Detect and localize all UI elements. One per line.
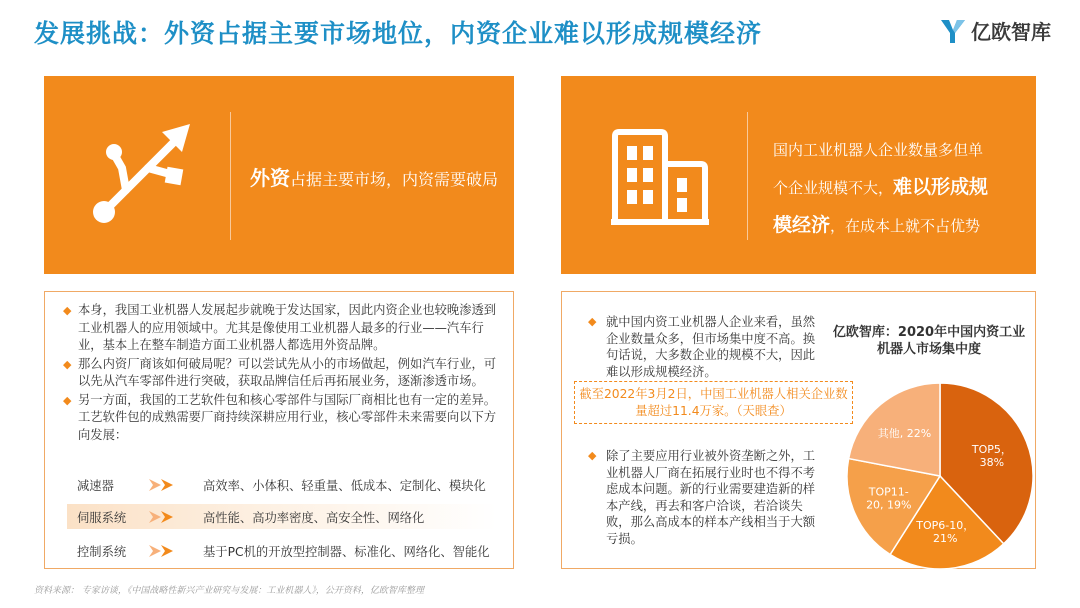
- page-title: 发展挑战：外资占据主要市场地位，内资企业难以形成规模经济: [34, 19, 763, 48]
- card-foreign-dominance: [44, 76, 514, 274]
- double-chevron-icon: [143, 479, 203, 491]
- card-right-line2a: 个企业规模不大，: [773, 179, 894, 197]
- card-right-line3a: 模经济: [773, 214, 831, 236]
- usb-icon: [86, 118, 196, 228]
- right-panel: [561, 291, 1036, 569]
- feature-row-reducer: [67, 472, 497, 497]
- source-note: 资料来源： 专家访谈，《中国战略性新兴产业研究与发展：工业机器人》，公开资料，亿欧智库整理: [34, 586, 424, 596]
- card-divider: [747, 112, 748, 240]
- pie-label-other: 其他, 22%: [877, 427, 932, 441]
- feature-desc: 基于PC机的开放型控制器、标准化、网络化、智能化: [203, 544, 490, 559]
- double-chevron-icon: [143, 545, 203, 557]
- card-right-line2b: 难以形成规: [893, 176, 989, 198]
- card-left-text: [250, 162, 498, 191]
- feature-label: 控制系统: [77, 544, 127, 559]
- feature-row-servo: [67, 504, 497, 529]
- right-bullet-1: ◆ 就中国内资工业机器人企业来看，虽然企业数量众多，但市场集中度不高。换句话说，大多数企业的规模不大，因此难以形成规模经济。: [588, 314, 818, 380]
- pie-label-top6-10: TOP6-10， 21%: [916, 519, 975, 546]
- pie-label-top5: TOP5， 38%: [971, 442, 1012, 469]
- list-item: ◆ 另一方面，我国的工艺软件包和核心零部件与国际厂商相比也有一定的差异。工艺软件包的成熟需要厂商持续深耕应用行业，核心零部件未来需要向以下方向发展：: [63, 392, 503, 445]
- buildings-icon: [611, 128, 711, 228]
- card-right-line1: 国内工业机器人企业数量多但单: [773, 141, 984, 159]
- double-chevron-icon: [143, 511, 203, 523]
- feature-row-control: [67, 538, 497, 563]
- chart-title: 亿欧智库：2020年中国内资工业机器人市场集中度: [832, 325, 1026, 357]
- right-bullet-2: ◆ 除了主要应用行业被外资垄断之外，工业机器人厂商在拓展行业时也不得不考虑成本问题。新的行业需要建造新的样本产线，再去和客户洽谈，若洽谈失败，那么高成本的样本产线相当于大额亏损。: [588, 448, 818, 547]
- feature-label: 减速器: [77, 478, 114, 493]
- card-scale-economy: [561, 76, 1036, 274]
- left-bullets: [63, 302, 503, 445]
- feature-label: 伺服系统: [77, 510, 127, 525]
- logo: [938, 16, 1051, 45]
- pie-label-top11-20: TOP11-20, 19%: [866, 485, 912, 512]
- yiou-logo-icon: [938, 17, 968, 45]
- card-right-line3b: ，在成本上就不占优势: [830, 217, 981, 235]
- list-item: ◆ 那么内资厂商该如何破局呢？可以尝试先从小的市场做起，例如汽车行业，可以先从汽车零部件进行突破，获取品牌信任后再拓展业务，逐渐渗透市场。: [63, 356, 503, 391]
- left-panel: [44, 291, 514, 569]
- callout-box: 截至2022年3月2日，中国工业机器人相关企业数量超过11.4万家。（天眼查）: [574, 381, 853, 424]
- feature-desc: 高性能、高功率密度、高安全性、网络化: [203, 510, 425, 525]
- card-right-text: [773, 132, 1023, 245]
- pie-chart: [562, 292, 1037, 570]
- list-item: ◆ 本身，我国工业机器人发展起步就晚于发达国家，因此内资企业也较晚渗透到工业机器人的应用领域中。尤其是像使用工业机器人最多的行业——汽车行业，基本上在整车制造方面工业机器人都选用外资品牌。: [63, 302, 503, 355]
- logo-text: 亿欧智库: [971, 20, 1051, 44]
- feature-desc: 高效率、小体积、轻重量、低成本、定制化、模块化: [203, 478, 486, 493]
- card-divider: [230, 112, 231, 240]
- card-left-rest: 占据主要市场，内资需要破局: [290, 170, 499, 189]
- card-left-em: 外资: [250, 166, 290, 190]
